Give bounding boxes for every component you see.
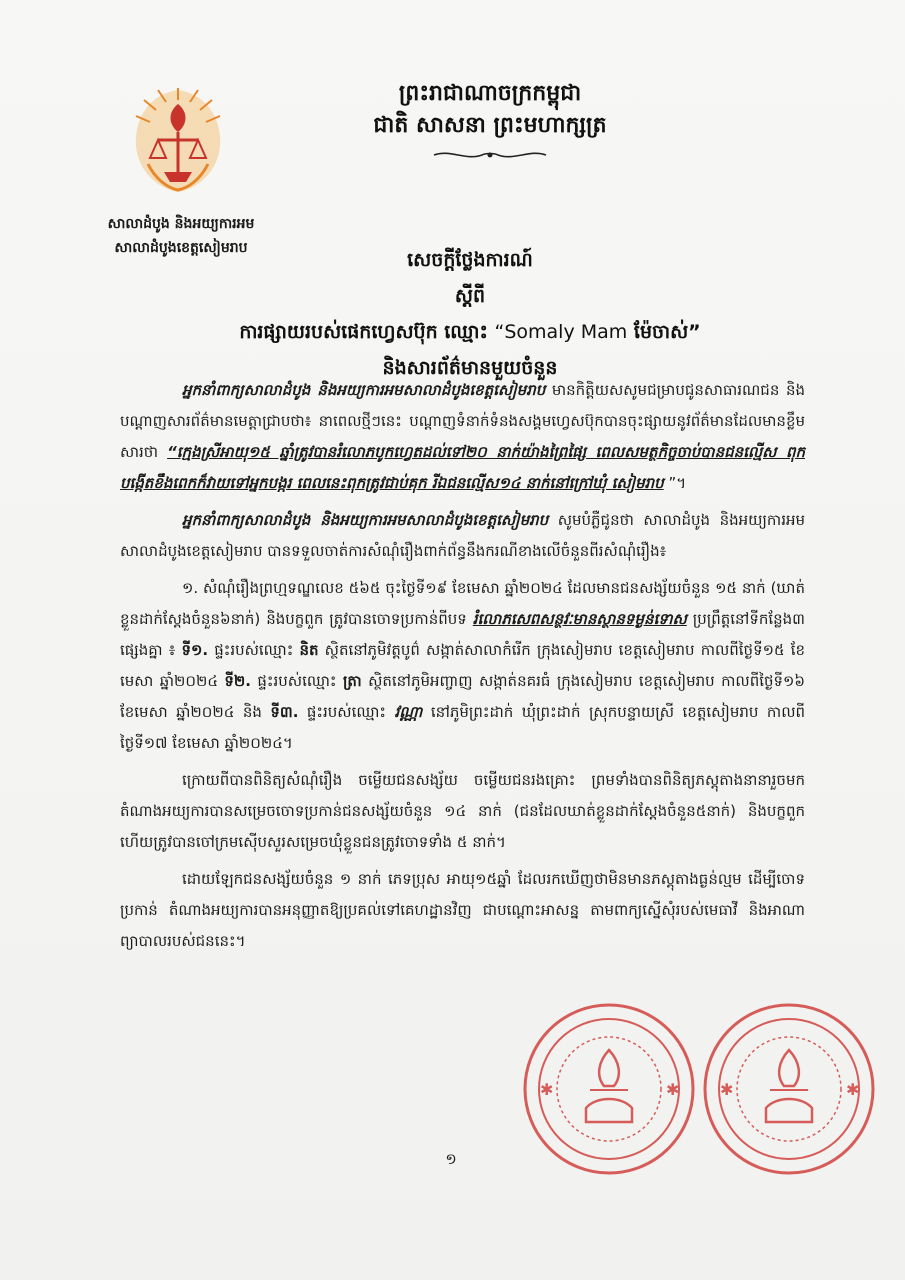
charge-name: រំលោភសេពសន្ថវៈមានស្ថានទម្ងន់ទោស — [472, 610, 687, 628]
quoted-post: “ក្មេងស្រីអាយុ១៥ ឆ្នាំត្រូវបានរំលោភបូកហ្វេតដល់ទៅ២០ នាក់យ៉ាងព្រៃផ្សៃ ពេលសមត្ថកិច្ចចាប់បានជនល្មើស ពុកបង្កើតខឹងពេកក៏វាយទៅអ្នកបង្ករ ពេលនេះពុកត្រូវជាប់គុក រីឯជនល្មើស១៤ នាក់នៅក្រៅឃុំ សៀមរាប — [120, 443, 805, 492]
ornament-divider-icon — [430, 148, 550, 162]
paragraph-3 — [120, 573, 805, 759]
statement-title — [150, 242, 790, 386]
location-3-owner: វណ្ណា — [394, 703, 423, 721]
national-motto: ជាតិ សាសនា ព្រះមហាក្សត្រ — [373, 113, 607, 138]
title-line-1: សេចក្ដីថ្លែងការណ៍ — [407, 249, 533, 271]
svg-text:✱: ✱ — [540, 1080, 554, 1099]
title-line-3-prefix: ការផ្សាយរបស់ផេកហ្វេសប៊ុក ឈ្មោះ — [239, 321, 495, 343]
svg-text:✱: ✱ — [720, 1080, 734, 1099]
statement-body — [120, 375, 805, 963]
paragraph-4: ក្រោយពីបានពិនិត្យសំណុំរឿង ចម្លើយជនសង្ស័យ ចម្លើយជនរងគ្រោះ ព្រមទាំងបានពិនិត្យភស្ដុតាងនានារួចមក តំណាងអយ្យការបានសម្រេចចោទប្រកាន់ជនសង្ស័យចំនួន ១៤ នាក់ (ជនដែលឃាត់ខ្លួនដាក់ស្ដែងចំនួន៥នាក់) និងបក្ខពួក ហើយត្រូវបានចៅក្រមស៊ើបសួរសម្រេចឃុំខ្លួនជនត្រូវចោទទាំង ៥ នាក់។ — [120, 771, 805, 851]
ministry-line-1: សាលាដំបូង និងអយ្យការអម — [107, 216, 255, 232]
spokesperson-ref: អ្នកនាំពាក្យសាលាដំបូង និងអយ្យការអមសាលាដំបូងខេត្តសៀមរាប — [182, 381, 546, 399]
location-1-house: ផ្ទះរបស់ឈ្មោះ — [208, 641, 300, 659]
location-3-detail: នៅភូមិព្រះដាក់ ឃុំព្រះដាក់ ស្រុកបន្ទាយស្រី ខេត្តសៀមរាប កាលពីថ្ងៃទី១៧ ខែមេសា ឆ្នាំ២០២៤។ — [120, 703, 806, 752]
case-intro: ១. សំណុំរឿងព្រហ្មទណ្ឌលេខ ៥៦៥ ចុះថ្ងៃទី១៩ ខែមេសា ឆ្នាំ២០២៤ ដែលមានជនសង្ស័យចំនួន ១៥ នាក់ (ឃាត់ខ្លួនដាក់ស្ដែងចំនួន៦នាក់) និងបក្ខពួក ត្រូវបានចោទប្រកាន់ពីបទ — [120, 579, 805, 628]
location-2-label: ទី២. — [224, 672, 251, 690]
location-1-detail: ស្ថិតនៅភូមិវត្តបូព៌ សង្កាត់សាលាកំរើក ក្រុងសៀមរាប ខេត្តសៀមរាប កាលពីថ្ងៃទី១៥ ខែមេសា ឆ្នាំ២០២៤ — [120, 641, 806, 690]
title-line-3-suffix: ម៉ែចាស់” — [627, 321, 701, 343]
court-emblem-icon — [128, 84, 228, 204]
spokesperson-ref-2: អ្នកនាំពាក្យសាលាដំបូង និងអយ្យការអមសាលាដំបូងខេត្តសៀមរាប — [182, 511, 549, 529]
official-seal-icon — [700, 1000, 878, 1178]
paragraph-1 — [120, 375, 805, 499]
title-line-3 — [150, 314, 790, 350]
title-line-2: ស្ដីពី — [454, 285, 486, 307]
paragraph-5: ដោយឡែកជនសង្ស័យចំនួន ១ នាក់ ភេទប្រុស អាយុ១៥ឆ្នាំ ដែលរកឃើញថាមិនមានភស្ដុតាងធ្ងន់ល្មម ដើម្បីចោទប្រកាន់ តំណាងអយ្យការបានអនុញ្ញាតឱ្យប្រគល់ទៅគេហដ្ឋានវិញ ជាបណ្ដោះអាសន្ន តាមពាក្យស្នើសុំរបស់មេធាវី និងអាណាព្យាបាលរបស់ជននេះ។ — [120, 870, 805, 950]
location-1-owner: និត — [299, 641, 319, 659]
svg-text:✱: ✱ — [846, 1080, 860, 1099]
kingdom-header — [300, 78, 680, 142]
location-2-detail: ស្ថិតនៅភូមិអញ្ចាញ សង្កាត់នគរធំ ក្រុងសៀមរាប ខេត្តសៀមរាប កាលពីថ្ងៃទី១៦ ខែមេសា ឆ្នាំ២០២៤ និង — [120, 672, 805, 721]
paragraph-2-text: សូមបំភ្លឺជូនថា សាលាដំបូង និងអយ្យការអមសាលាដំបូងខេត្តសៀមរាប បានទទួលចាត់ការសំណុំរឿងពាក់ព័ន្ធនឹងករណីខាងលើចំនួនពីរសំណុំរឿង៖ — [120, 511, 805, 560]
paragraph-1-text: មានកិត្តិយសសូមជម្រាបជូនសាធារណជន និងបណ្ដាញសារព័ត៌មានមេត្តាជ្រាបថា៖ នាពេលថ្មីៗនេះ បណ្ដាញទំនាក់ទំនងសង្គមហ្វេសប៊ុកបានចុះផ្សាយនូវព័ត៌មានដែលមានខ្លឹមសារថា — [120, 381, 805, 461]
paragraph-1-end: ”។ — [663, 474, 687, 492]
location-3-label: ទី៣. — [270, 703, 299, 721]
location-3-house: ផ្ទះរបស់ឈ្មោះ — [298, 703, 395, 721]
location-2-owner: ត្រា — [342, 672, 362, 690]
kingdom-name: ព្រះរាជាណាចក្រកម្ពុជា — [398, 81, 582, 106]
case-locations-intro: ប្រព្រឹត្តនៅទីកន្លែង៣ ផ្សេងគ្នា ៖ — [120, 610, 805, 659]
official-seal-icon — [520, 1000, 698, 1178]
location-1-label: ទី១. — [181, 641, 209, 659]
location-2-house: ផ្ទះរបស់ឈ្មោះ — [250, 672, 343, 690]
title-line-4: និងសារព័ត៌មានមួយចំនួន — [382, 357, 558, 379]
title-line-3-quote: “Somaly Mam — [494, 321, 628, 343]
svg-text:✱: ✱ — [666, 1080, 680, 1099]
ministry-line-2: សាលាដំបូងខេត្តសៀមរាប — [114, 240, 248, 256]
paragraph-2 — [120, 505, 805, 567]
page-number: ១ — [445, 1150, 457, 1168]
